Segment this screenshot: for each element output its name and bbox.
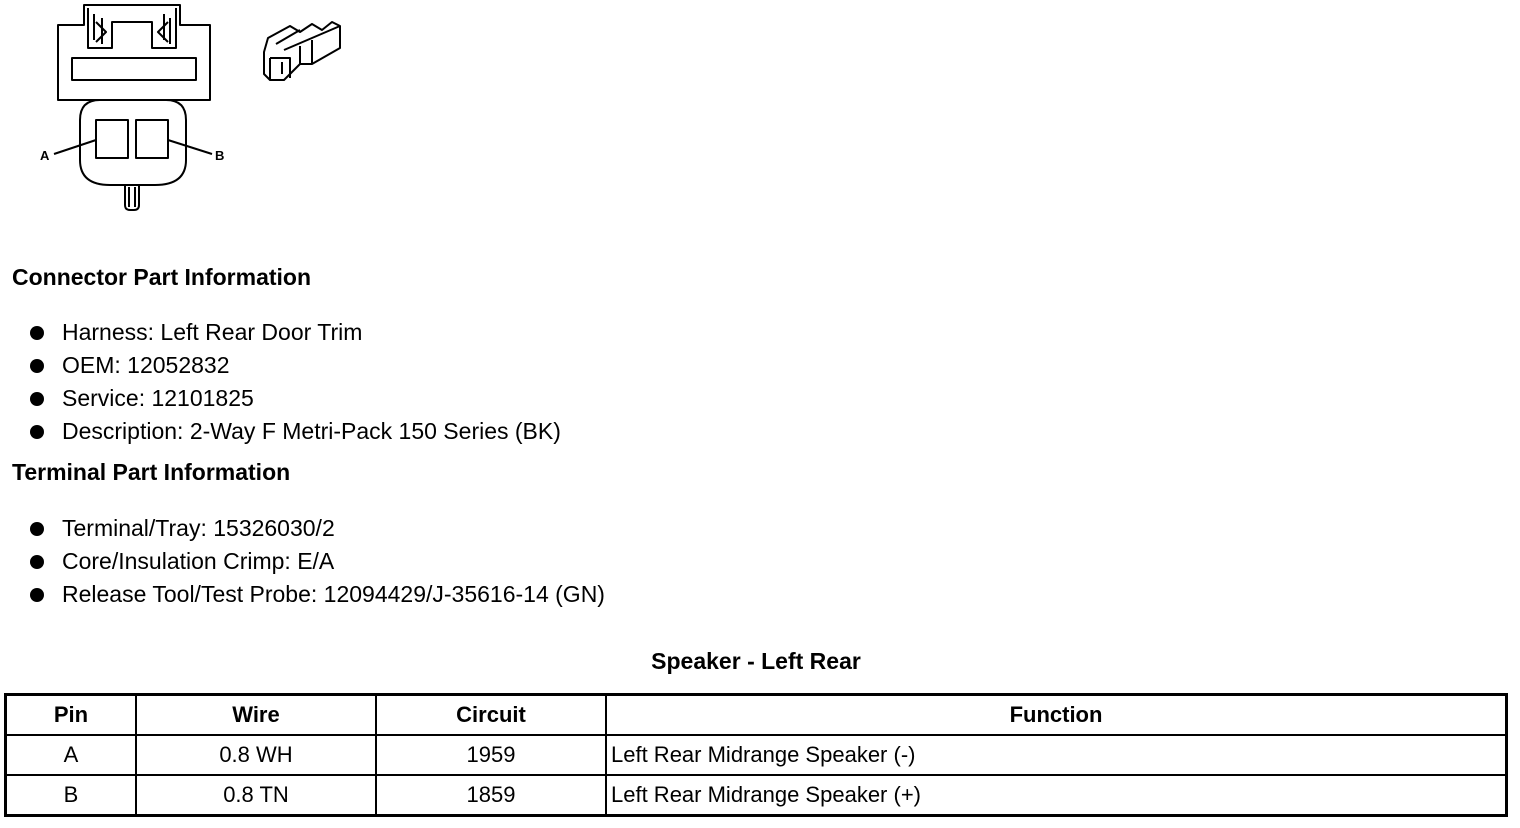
bullet-icon	[30, 326, 44, 340]
table-header-row	[6, 695, 1507, 736]
header-pin: Pin	[6, 695, 137, 736]
service-text: Service: 12101825	[62, 385, 254, 411]
list-item	[0, 578, 605, 611]
bullet-icon	[30, 359, 44, 373]
release-tool-text: Release Tool/Test Probe: 12094429/J-35616-14 (GN)	[62, 581, 605, 607]
terminal-info-list	[0, 512, 605, 611]
bullet-icon	[30, 555, 44, 569]
bullet-icon	[30, 392, 44, 406]
list-item	[0, 415, 561, 448]
pin-cavity-a	[96, 120, 128, 158]
cell-wire: 0.8 TN	[136, 775, 376, 816]
connector-info-list	[0, 316, 561, 448]
cell-function: Left Rear Midrange Speaker (-)	[606, 735, 1507, 775]
terminal-tray-text: Terminal/Tray: 15326030/2	[62, 515, 335, 541]
list-item	[0, 349, 561, 382]
list-item	[0, 382, 561, 415]
cell-circuit: 1859	[376, 775, 606, 816]
cell-pin: A	[6, 735, 137, 775]
table-row	[6, 775, 1507, 816]
connector-diagram	[0, 0, 360, 220]
cell-wire: 0.8 WH	[136, 735, 376, 775]
connector-heading: Connector Part Information	[12, 264, 312, 290]
pin-label-a: A	[40, 148, 50, 163]
header-function: Function	[606, 695, 1507, 736]
cell-function: Left Rear Midrange Speaker (+)	[606, 775, 1507, 816]
pinout-table	[4, 693, 1508, 817]
cell-pin: B	[6, 775, 137, 816]
crimp-text: Core/Insulation Crimp: E/A	[62, 548, 335, 574]
description-text: Description: 2-Way F Metri-Pack 150 Series (BK)	[62, 418, 561, 444]
bullet-icon	[30, 588, 44, 602]
harness-text: Harness: Left Rear Door Trim	[62, 319, 363, 345]
terminal-heading: Terminal Part Information	[12, 459, 291, 485]
oem-text: OEM: 12052832	[62, 352, 230, 378]
pin-label-b: B	[215, 148, 225, 163]
list-item	[0, 316, 561, 349]
header-circuit: Circuit	[376, 695, 606, 736]
table-row	[6, 735, 1507, 775]
list-item	[0, 512, 605, 545]
pin-cavity-b	[136, 120, 168, 158]
cell-circuit: 1959	[376, 735, 606, 775]
table-title: Speaker - Left Rear	[651, 648, 861, 674]
list-item	[0, 545, 605, 578]
bullet-icon	[30, 425, 44, 439]
header-wire: Wire	[136, 695, 376, 736]
connector-latch	[58, 5, 210, 100]
connector-key	[125, 185, 139, 210]
bullet-icon	[30, 522, 44, 536]
